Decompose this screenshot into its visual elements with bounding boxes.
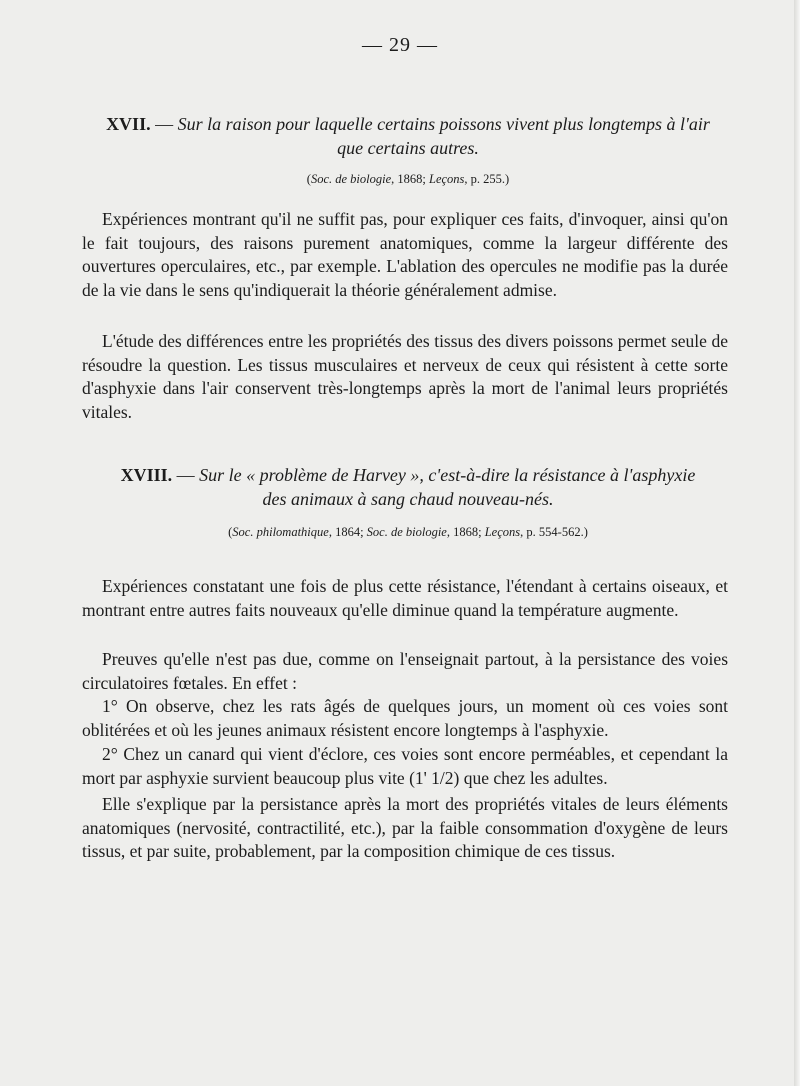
paragraph: Preuves qu'elle n'est pas due, comme on l'enseignait partout, à la persistance des voies circulatoires fœtales. En effet : bbox=[82, 649, 728, 693]
section-title-line-1: Sur le « problème de Harvey », c'est-à-dire la résistance à l'asphyxie bbox=[199, 465, 696, 485]
citation-text: , p. 554-562.) bbox=[520, 525, 588, 539]
citation-lecons: Leçons bbox=[429, 172, 465, 186]
section-title-line-2: que certains autres. bbox=[337, 138, 479, 158]
paragraph: 1° On observe, chez les rats âgés de quelques jours, un moment où ces voies sont oblitérées et où les jeunes animaux résistent encore longtemps à l'asphyxie. bbox=[82, 696, 728, 740]
section-number: XVII. bbox=[106, 114, 151, 134]
paragraph: L'étude des différences entre les propriétés des tissus des divers poissons permet seule de résoudre la question. Les tissus musculaires et nerveux de ceux qui résistent à cette sorte d'asphyxie dans l'air conservent très-longtemps après la mort de l'animal leurs propriétés vitales. bbox=[82, 331, 728, 423]
citation-lecons: Leçons bbox=[484, 525, 521, 539]
citation-text: , 1864; bbox=[328, 525, 367, 539]
section-title-line-2: des animaux à sang chaud nouveau-nés. bbox=[262, 489, 554, 509]
section-citation-xviii bbox=[82, 524, 734, 540]
paragraph: Elle s'explique par la persistance après la mort des propriétés vitales de leurs éléments anatomiques (nervosité, contractilité, etc.), par la faible consommation d'oxygène de leurs tissus, et par suite, probablement, par la composition chimique de ces tissus. bbox=[82, 794, 728, 862]
citation-journal: Soc. philomathique bbox=[232, 525, 329, 539]
citation-open: ( bbox=[228, 525, 233, 539]
section-title-xviii bbox=[82, 463, 734, 511]
citation-journal: Soc. de biologie bbox=[366, 525, 447, 539]
section-dash: — bbox=[155, 114, 174, 134]
page-number: — 29 — bbox=[362, 34, 438, 56]
section-title-xvii bbox=[82, 112, 734, 160]
paragraph: Expériences constatant une fois de plus cette résistance, l'étendant à certains oiseaux, et montrant entre autres faits nouveaux qu'elle diminue quand la température augmente. bbox=[82, 576, 728, 620]
citation-text: , 1868; bbox=[446, 525, 485, 539]
section-title-line-1: Sur la raison pour laquelle certains poissons vivent plus longtemps à l'air bbox=[177, 114, 710, 134]
citation-text: , 1868; bbox=[391, 172, 429, 186]
section-citation-xvii bbox=[82, 171, 734, 187]
section-number: XVIII. bbox=[120, 465, 173, 485]
paragraph: 2° Chez un canard qui vient d'éclore, ces voies sont encore perméables, et cependant la mort par asphyxie survient beaucoup plus vite (1' 1/2) que chez les adultes. bbox=[82, 744, 728, 788]
citation-open: ( bbox=[306, 172, 311, 186]
paragraph: Expériences montrant qu'il ne suffit pas, pour expliquer ces faits, d'invoquer, ainsi qu'on le fait toujours, des raisons purement anatomiques, comme la largeur différente des ouvertures operculaires, etc., par exemple. L'ablation des opercules ne modifie pas la durée de la vie dans le sens qu'indiquerait la théorie généralement admise. bbox=[82, 209, 728, 301]
section-dash: — bbox=[176, 465, 195, 485]
citation-journal: Soc. de biologie bbox=[310, 172, 392, 186]
citation-text: , p. 255.) bbox=[464, 172, 510, 186]
